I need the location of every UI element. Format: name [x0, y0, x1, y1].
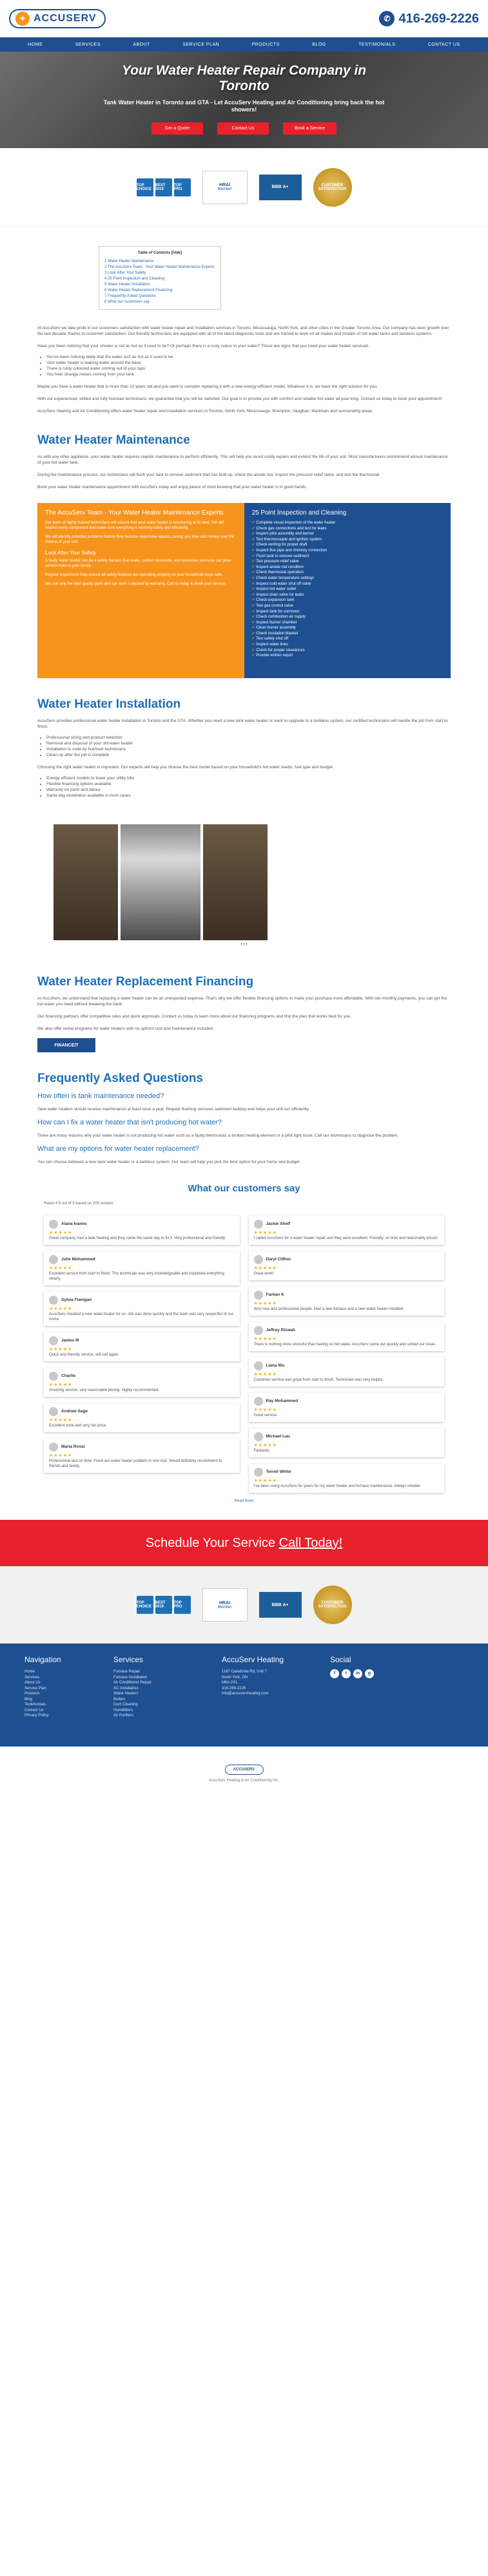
safety-paragraph: A faulty water heater can be a safety hazard. Gas leaks, carbon monoxide, and excessive pressure can pose serious risks to your family.: [45, 559, 231, 568]
gallery-dots[interactable]: • • •: [240, 943, 248, 947]
hrai-sub: Member: [217, 1605, 232, 1609]
inspection-item: ✔ Check for proper clearances: [252, 648, 444, 654]
inspection-item: ✔ Check venting for proper draft: [252, 542, 444, 548]
faq-heading: Frequently Asked Questions: [37, 1072, 203, 1085]
contact-us-button[interactable]: Contact Us: [217, 122, 269, 135]
header-phone[interactable]: [379, 11, 479, 26]
inspection-item: ✔ Inspect water lines: [252, 642, 444, 648]
bbb-badge[interactable]: BBB A+: [259, 175, 302, 200]
inspection-item: ✔ Inspect drain valve for leaks: [252, 592, 444, 598]
star-rating: ★★★★★: [49, 1266, 73, 1271]
review-header: [49, 1296, 235, 1305]
review-card: [249, 1322, 445, 1351]
main-content: [0, 246, 488, 1503]
team-heading: The AccuServ Team - Your Water Heater Maintenance Experts: [45, 509, 224, 516]
nav-item-services[interactable]: SERVICES: [75, 42, 101, 47]
avatar: [49, 1296, 58, 1305]
safety-heading: Look After Your Safety: [45, 550, 97, 556]
maintenance-heading: Water Heater Maintenance: [37, 433, 190, 447]
footer-link[interactable]: Furnace Installation: [113, 1675, 148, 1680]
list-item: • Professional sizing and product selection: [46, 735, 451, 741]
reviews-grid: [37, 1216, 451, 1499]
hero-buttons: [151, 122, 337, 135]
read-more-link[interactable]: Read more: [234, 1499, 254, 1503]
star-rating: ★★★★★: [253, 1408, 277, 1412]
reviewer-name: Jackie Shelf: [266, 1222, 291, 1226]
reviewer-name: Andrew Sage: [61, 1409, 88, 1414]
team-paragraph: Our team of highly trained technicians will ensure that your water heater is functioning at its best. We will inspect every component and make sure everything is working safely and efficiently.: [45, 521, 224, 530]
footer-heading: Navigation: [24, 1655, 61, 1664]
footer-link[interactable]: Boilers: [113, 1697, 126, 1701]
hero-banner: [0, 52, 488, 148]
nav-item-home[interactable]: HOME: [28, 42, 43, 47]
review-header: [49, 1220, 235, 1229]
star-rating: ★★★★★: [253, 1372, 277, 1377]
satisfaction-seal: CUSTOMER SATISFACTION: [313, 1586, 352, 1624]
logo-text: ACCUSERV: [34, 13, 97, 24]
schedule-banner: [0, 1520, 488, 1566]
review-header: [254, 1220, 440, 1229]
inspection-item: ✔ Inspect burner chamber: [252, 620, 444, 626]
list-item: • Same day installation available in most cases: [46, 793, 451, 799]
faq-answer: There are many reasons why your water heater is not producing hot water such as a faulty thermostat, a broken heating element or a pilot light issue. Call our technicians to diagnose the problem.: [37, 1133, 399, 1138]
nav-item-blog[interactable]: BLOG: [312, 42, 326, 47]
inspection-item: ✔ Test gas control valve: [252, 603, 444, 609]
review-card: [249, 1358, 445, 1387]
award-badges: [137, 1596, 191, 1614]
logo-flame-icon: ✦: [15, 12, 30, 26]
footer-heading: Social: [330, 1655, 351, 1664]
review-text: Excellent service from start to finish. The technician was very knowledgeable and explained everything clearly.: [49, 1272, 225, 1281]
footer-link[interactable]: Water Heaters: [113, 1692, 139, 1696]
footer-contact[interactable]: M6A 2X1: [222, 1681, 238, 1685]
star-rating: ★★★★★: [49, 1307, 73, 1311]
footer-link[interactable]: Contact Us: [24, 1708, 44, 1712]
star-rating: ★★★★★: [49, 1231, 73, 1235]
installation-heading: Water Heater Installation: [37, 697, 181, 711]
maintenance-paragraph: As with any other appliance, your water heater requires regular maintenance to perform efficiently. This will help you avoid costly repairs and extend the life of your unit. Most manufacturers recommend annual maintenance of your hot water tank.: [37, 455, 448, 465]
review-card: [44, 1292, 240, 1326]
financing-paragraph: Our financing partners offer competitive rates and quick approvals. Contact us today to learn more about our financing programs and find the plan that works best for you.: [37, 1014, 352, 1019]
list-item: • There is rusty coloured water coming out of your taps: [46, 366, 451, 372]
trust-badges: [0, 148, 488, 227]
list-item: • Removal and disposal of your old water heater: [46, 741, 451, 746]
intro-paragraph: Maybe you have a water heater that is more than 10 years old and you want to consider replacing it with a new energy-efficient model. Whatever it is, we have the right solution for you.: [37, 384, 378, 389]
review-header: [49, 1372, 235, 1381]
star-rating: ★★★★★: [253, 1266, 277, 1271]
list-item: • Warranty on parts and labour: [46, 787, 451, 793]
review-text: There is nothing more stressful than having no hot water. AccuServ came out quickly and solved our issue.: [253, 1343, 436, 1347]
toc-title[interactable]: Table of Contents [hide]: [137, 251, 182, 255]
avatar: [254, 1468, 263, 1477]
reviewer-name: Jeffrey Rizwah: [266, 1328, 296, 1332]
facebook-icon[interactable]: f: [330, 1669, 339, 1678]
get-quote-button[interactable]: Get a Quote: [151, 122, 203, 135]
inspection-item: ✔ Clean burner assembly: [252, 625, 444, 631]
avatar: [254, 1291, 263, 1300]
reviewer-name: Daryl Clifton: [266, 1257, 291, 1262]
intro-paragraph: Have you been noticing that your shower is not as hot as it used to be? Or perhaps there is a rusty colour in your water? These are signs that you need your water heater serviced.: [37, 344, 369, 348]
footer-link[interactable]: Services: [24, 1675, 40, 1680]
reviewer-name: Julie Mohammed: [61, 1257, 95, 1262]
review-card: [44, 1251, 240, 1285]
intro-paragraph: AccuServ Heating and Air Conditioning offers water heater repair and installation services in Toronto, North York, Mississauga, Brampton, Vaughan, Markham and surrounding areas.: [37, 409, 374, 413]
inspection-item: ✔ Check insulation blanket: [252, 631, 444, 637]
site-header: [0, 0, 488, 37]
review-text: Excellent work and very fair price.: [49, 1424, 107, 1428]
review-header: [254, 1432, 440, 1441]
avatar: [49, 1372, 58, 1381]
book-service-button[interactable]: Book a Service: [283, 122, 337, 135]
star-rating: ★★★★★: [253, 1231, 277, 1235]
satisfaction-seal: CUSTOMER SATISFACTION: [313, 168, 352, 207]
footer-nav-list: [24, 1669, 95, 1719]
review-card: [44, 1216, 240, 1245]
intro-paragraph: With our experienced, skilled and fully licensed technicians, we guarantee that you will be satisfied. Our goal is to provide you with comfort and reliable hot water all year long. Contact us today to book your appointment!: [37, 397, 442, 401]
footer-contact[interactable]: North York, ON: [222, 1675, 248, 1680]
review-card: [249, 1216, 445, 1245]
avatar: [49, 1407, 58, 1416]
toc-link[interactable]: 6 Water Heater Replacement Financing: [104, 289, 173, 292]
safety-paragraph: We use only the best quality parts and our work is backed by warranty. Call us today to book your service.: [45, 582, 226, 586]
faq-question: What are my options for water heater replacement?: [37, 1145, 199, 1153]
review-text: Amazing service, very reasonable pricing. Highly recommended.: [49, 1388, 160, 1392]
inspection-item: ✔ Test safety shut off: [252, 636, 444, 642]
hero-title: Your Water Heater Repair Company in Toronto: [121, 63, 367, 93]
award-badges: [137, 178, 191, 196]
review-header: [254, 1397, 440, 1406]
main-nav: [0, 37, 488, 52]
nav-item-contact[interactable]: CONTACT US: [427, 42, 460, 47]
maintenance-paragraph: During the maintenance process, our technicians will flush your tank to remove sediment that has built up, check the anode rod, inspect the pressure relief valve, and test the thermostat.: [37, 473, 380, 477]
list-item: • You hear strange noises coming from your tank: [46, 372, 451, 377]
award-badge: TOP CHOICE: [137, 1596, 153, 1614]
reviewer-name: Alana Ivanes: [61, 1222, 87, 1226]
financing-paragraph: At AccuServ, we understand that replacing a water heater can be an unexpected expense. That's why we offer flexible financing options to make your purchase more affordable. With low monthly payments, you can get the hot water you need without breaking the bank.: [37, 996, 447, 1007]
inspection-item: ✔ Inspect anode rod condition: [252, 565, 444, 571]
hrai-label: HRAI: [219, 1600, 231, 1605]
safety-paragraph: Regular inspections help ensure all safety features are operating properly so your household stays safe.: [45, 573, 223, 577]
inspection-item: ✔ Complete visual inspection of the water heater: [252, 520, 444, 526]
nav-item-products[interactable]: PRODUCTS: [251, 42, 280, 47]
hrai-label: HRAI: [219, 183, 231, 187]
maintenance-columns: [37, 503, 451, 678]
footer-link[interactable]: AC Installation: [113, 1686, 139, 1690]
avatar: [254, 1361, 263, 1370]
reviews-heading: What our customers say: [188, 1183, 300, 1194]
toc-link[interactable]: 5 Water Heater Installation: [104, 283, 150, 287]
review-text: Good service.: [253, 1414, 278, 1417]
footer-link[interactable]: Blog: [24, 1697, 33, 1701]
inspection-item: ✔ Test thermocouple and ignition system: [252, 537, 444, 543]
star-rating: ★★★★★: [49, 1454, 73, 1458]
logo-badge[interactable]: [9, 9, 106, 28]
review-text: Professional and on time. Fixed our water heater problem in one visit. Would definitely recommend to friends and family.: [49, 1459, 222, 1468]
reviewer-name: Liana Wu: [266, 1363, 285, 1368]
footer-bottom: [0, 1747, 488, 1801]
hrai-sub: Member: [217, 187, 232, 191]
nav-item-testimonials[interactable]: TESTIMONIALS: [358, 42, 396, 47]
intro-paragraph: At AccuServ we take pride in our customers satisfaction with water heater repair and installation services in Toronto, Mississauga, North York, and other cities in the Greater Toronto Area. Our company has seen growth over the last decade, thanks to customer satisfaction. Our friendly technicians are equipped with all of the latest diagnostic tools and are trained to work on all makes and models of hot water tanks and tankless systems.: [37, 326, 449, 336]
maintenance-paragraph: Book your water heater maintenance appointment with AccuServ today and enjoy peace of mind knowing that your water heater is in good hands.: [37, 485, 307, 489]
footer-heading: AccuServ Heating: [222, 1655, 284, 1664]
team-paragraph: We will identify potential problems before they become expensive repairs, saving you time and money over the lifetime of your unit.: [45, 535, 235, 544]
reviews-column-left: [44, 1216, 240, 1499]
footer-company: [222, 1655, 312, 1735]
footer-services: [113, 1655, 204, 1735]
avatar: [49, 1220, 58, 1229]
copyright: AccuServ Heating & Air Conditioning Inc.: [209, 1779, 279, 1783]
call-today-link[interactable]: Call Today!: [278, 1535, 343, 1550]
review-card: [44, 1439, 240, 1473]
avatar: [49, 1336, 58, 1345]
inspection-item: ✔ Inspect flue pipe and chimney connection: [252, 548, 444, 554]
review-card: [44, 1332, 240, 1361]
award-badge: BEST 2019: [155, 178, 172, 196]
footer-logo[interactable]: ACCUSERV: [225, 1765, 264, 1775]
inspection-item: ✔ Inspect hot water outlet: [252, 587, 444, 592]
installation-gallery: [54, 824, 451, 940]
footer-services-list: [113, 1669, 204, 1719]
review-card: [44, 1368, 240, 1397]
footer-contact[interactable]: 416-269-2226: [222, 1686, 246, 1690]
linkedin-icon[interactable]: in: [353, 1669, 362, 1678]
nav-item-service-plan[interactable]: SERVICE PLAN: [182, 42, 220, 47]
inspection-item: ✔ Provide written report: [252, 653, 444, 659]
hrai-badge: [202, 171, 248, 204]
reviews-column-right: [249, 1216, 445, 1499]
phone-icon: ✆: [379, 11, 395, 26]
faq-question: How can I fix a water heater that isn't producing hot water?: [37, 1119, 222, 1126]
installation-list: [46, 735, 451, 758]
review-text: Great company, had a tank heating and they came the same day to fix it. Very professional and friendly.: [49, 1236, 226, 1240]
award-badge: TOP PRO: [174, 178, 191, 196]
review-text: AccuServ installed a new water heater for us. Job was done quickly and the team was very respectful of our home.: [49, 1312, 233, 1321]
review-header: [49, 1255, 235, 1264]
award-badge: TOP PRO: [174, 1596, 191, 1614]
review-header: [254, 1291, 440, 1300]
inspection-item: ✔ Check thermostat operation: [252, 570, 444, 576]
gallery-photo[interactable]: [121, 824, 200, 940]
financing-paragraph: We also offer rental programs for water heaters with no upfront cost and maintenance included.: [37, 1027, 214, 1031]
footer-link[interactable]: Privacy Policy: [24, 1714, 49, 1718]
avatar: [254, 1255, 263, 1264]
nav-item-about[interactable]: ABOUT: [133, 42, 150, 47]
gallery-photo[interactable]: [203, 824, 268, 940]
review-text: Fantastic.: [253, 1449, 271, 1453]
award-badge: TOP CHOICE: [137, 178, 153, 196]
footer-link[interactable]: Air Conditioner Repair: [113, 1681, 152, 1685]
list-item: • Flexible financing options available: [46, 781, 451, 787]
footer-link[interactable]: Air Purifiers: [113, 1714, 134, 1718]
team-column: [37, 503, 244, 678]
avatar: [254, 1220, 263, 1229]
review-card: [249, 1287, 445, 1316]
reviewer-name: Maria Rossi: [61, 1444, 85, 1449]
toc-link[interactable]: 1 Water Heater Maintenance: [104, 260, 154, 263]
inspection-heading: 25 Point Inspection and Cleaning: [251, 509, 347, 516]
installation-paragraph: AccuServ provides professional water heater installation in Toronto and the GTA. Whether you need a new tank water heater or want to upgrade to a tankless system, our certified technicians will handle the job from start to finish.: [37, 719, 448, 729]
footer-link[interactable]: Products: [24, 1692, 40, 1696]
intro-list: [46, 354, 451, 377]
reviewer-name: James M: [61, 1338, 79, 1343]
review-card: [249, 1428, 445, 1457]
footer-nav: [24, 1655, 95, 1735]
star-rating: ★★★★★: [49, 1418, 73, 1423]
toc-link[interactable]: 4 25 Point Inspection and Cleaning: [104, 277, 165, 281]
avatar: [49, 1443, 58, 1452]
review-header: [49, 1407, 235, 1416]
footer-company-list: [222, 1669, 312, 1697]
installation-paragraph: Choosing the right water heater is important. Our experts will help you choose the best model based on your household's hot water needs, fuel type and budget.: [37, 765, 334, 770]
footer-badges: [0, 1566, 488, 1643]
hrai-badge: [202, 1588, 248, 1622]
review-card: [44, 1403, 240, 1432]
footer-contact[interactable]: 1167 Caledonia Rd, Unit 7: [222, 1670, 267, 1674]
faq-question: How often is tank maintenance needed?: [37, 1092, 164, 1100]
footer-link[interactable]: About Us: [24, 1681, 41, 1685]
inspection-list: [252, 520, 444, 659]
review-header: [254, 1468, 440, 1477]
avatar: [254, 1397, 263, 1406]
twitter-icon[interactable]: t: [342, 1669, 351, 1678]
footer-link[interactable]: Humidifiers: [113, 1708, 133, 1712]
star-rating: ★★★★★: [253, 1479, 277, 1483]
list-item: • You've been noticing lately that the water isn't as hot as it used to be: [46, 354, 451, 360]
inspection-item: ✔ Test pressure relief valve: [252, 559, 444, 565]
review-text: I called AccuServ for a water heater repair and they were excellent. Friendly, on time and reasonably priced.: [253, 1236, 438, 1240]
phone-number[interactable]: 416-269-2226: [398, 11, 479, 26]
inspection-item: ✔ Flush tank to remove sediment: [252, 554, 444, 560]
hero-subtitle: Tank Water Heater in Toronto and GTA - Let AccuServ Heating and Air Conditioning bring back the hot showers!: [103, 99, 385, 113]
toc-link[interactable]: 8 What our customers say: [104, 300, 150, 304]
social-icons: [330, 1669, 374, 1678]
list-item: • Clean-up after the job is complete: [46, 752, 451, 758]
reviewer-name: Terrell White: [266, 1470, 291, 1474]
footer-contact[interactable]: info@accuservheating.com: [222, 1692, 269, 1696]
inspection-item: ✔ Inspect tank for corrosion: [252, 609, 444, 615]
inspection-item: ✔ Check water temperature settings: [252, 576, 444, 582]
list-item: • Your water heater is leaking water around the base: [46, 360, 451, 366]
toc-link[interactable]: 2 The AccuServ Team - Your Water Heater Maintenance Experts: [104, 265, 215, 269]
review-header: [254, 1255, 440, 1264]
inspection-column: [244, 503, 451, 678]
site-footer: [0, 1643, 488, 1747]
list-item: • Installation to code by licensed technicians: [46, 746, 451, 752]
reviewer-name: Farhan K: [266, 1293, 284, 1297]
inspection-item: ✔ Check combustion air supply: [252, 614, 444, 620]
toc-link[interactable]: 7 Frequently Asked Questions: [104, 294, 157, 298]
site-logo[interactable]: [9, 9, 106, 28]
table-of-contents: [99, 246, 221, 310]
review-card: [249, 1251, 445, 1280]
award-badge: BEST 2019: [155, 1596, 172, 1614]
review-text: Very nice and professional people. Had a new furnace and a new water heater installed.: [253, 1307, 404, 1311]
review-text: Quick and friendly service, will call again.: [49, 1353, 120, 1357]
financing-heading: Water Heater Replacement Financing: [37, 975, 254, 989]
list-item: • Energy efficient models to lower your utility bills: [46, 775, 451, 781]
avatar: [254, 1326, 263, 1335]
star-rating: ★★★★★: [49, 1383, 73, 1387]
footer-link[interactable]: Home: [24, 1670, 35, 1674]
avatar: [49, 1255, 58, 1264]
faq-answer: You can choose between a new tank water heater or a tankless system. Our team will help you pick the best option for your home and budget.: [37, 1160, 301, 1164]
review-header: [254, 1361, 440, 1370]
reviews-rating: Rated 4.9 out of 5 based on 208 reviews: [44, 1202, 113, 1206]
inspection-item: ✔ Inspect pilot assembly and burner: [252, 531, 444, 537]
avatar: [254, 1432, 263, 1441]
reviewer-name: Ray Mohammed: [266, 1399, 298, 1403]
gallery-photo[interactable]: [54, 824, 118, 940]
footer-link[interactable]: Duct Cleaning: [113, 1703, 138, 1707]
review-header: [49, 1336, 235, 1345]
inspection-item: ✔ Check gas connections and test for leaks: [252, 526, 444, 532]
review-text: I've been using AccuServ for years for my water heater and furnace maintenance. Always reliable.: [253, 1484, 422, 1488]
footer-social: [330, 1655, 374, 1735]
star-rating: ★★★★★: [253, 1337, 277, 1341]
review-header: [49, 1443, 235, 1452]
reviewer-name: Sylvia Flanigan: [61, 1298, 92, 1302]
review-card: [249, 1464, 445, 1493]
financeit-logo[interactable]: FINANCEIT: [37, 1038, 95, 1052]
footer-link[interactable]: Service Plan: [24, 1686, 46, 1690]
toc-link[interactable]: 3 Look After Your Safety: [104, 271, 146, 275]
schedule-text: Schedule Your Service: [145, 1535, 276, 1550]
faq-answer: Tank water heaters should receive maintenance at least once a year. Regular flushing removes sediment buildup and helps your unit run efficiently.: [37, 1107, 310, 1112]
review-text: Great work!: [253, 1272, 274, 1276]
review-card: [249, 1393, 445, 1422]
star-rating: ★★★★★: [253, 1302, 277, 1306]
installation-list: [46, 775, 451, 799]
footer-link[interactable]: Testimonials: [24, 1703, 46, 1707]
reviewer-name: Michael Lau: [266, 1434, 290, 1439]
review-text: Customer service was great from start to finish. Technician was very helpful.: [253, 1378, 384, 1382]
inspection-item: ✔ Inspect cold water shut off valve: [252, 582, 444, 587]
reviewer-name: Charlie: [61, 1374, 76, 1378]
inspection-item: ✔ Check expansion tank: [252, 598, 444, 603]
star-rating: ★★★★★: [49, 1347, 73, 1352]
google-icon[interactable]: g: [365, 1669, 374, 1678]
footer-link[interactable]: Furnace Repair: [113, 1670, 141, 1674]
review-header: [254, 1326, 440, 1335]
bbb-badge[interactable]: BBB A+: [259, 1592, 302, 1618]
footer-heading: Services: [113, 1655, 144, 1664]
star-rating: ★★★★★: [253, 1443, 277, 1448]
